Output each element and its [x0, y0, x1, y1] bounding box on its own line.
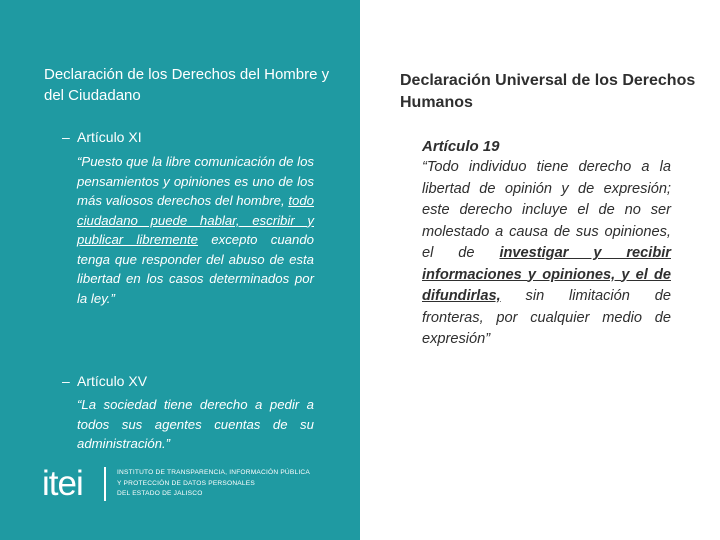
- bullet-dash: –: [62, 373, 70, 389]
- article-xi-text-part1: “Puesto que la libre comunicación de los pensamientos y opiniones es uno de los más valiosos derechos del hombre,: [77, 154, 314, 208]
- article-xv-text: “La sociedad tiene derecho a pedir a todos sus agentes cuentas de su administración.”: [77, 397, 314, 451]
- article-xi-heading: Artículo XI: [77, 129, 142, 145]
- bullet-dash: –: [62, 129, 70, 145]
- article-19-bold: derecho: [578, 159, 632, 175]
- article-19-text-part2: a la libertad de opinión y de expresión; este derecho incluye el de no ser molestado a causa de sus opiniones, el de: [422, 159, 671, 261]
- article-xi-text: [77, 152, 314, 308]
- itei-logo: [40, 464, 340, 504]
- right-panel: [360, 0, 720, 540]
- logo-institution-text: [117, 468, 337, 500]
- logo-line-1: INSTITUTO DE TRANSPARENCIA, INFORMACIÓN PÚBLICA: [117, 469, 310, 476]
- article-19-text-part1: “Todo individuo tiene: [422, 159, 579, 175]
- article-xi-text-part2: excepto cuando tenga que responder del abuso de esta libertad en los casos determinados por la ley.”: [77, 232, 314, 306]
- article-19-text: [422, 157, 671, 351]
- logo-divider: [104, 467, 106, 501]
- article-xv-heading: Artículo XV: [77, 373, 148, 389]
- left-title: Declaración de los Derechos del Hombre y del Ciudadano: [44, 66, 330, 104]
- logo-wordmark: itei: [42, 464, 83, 503]
- logo-line-3: DEL ESTADO DE JALISCO: [117, 490, 203, 497]
- article-19-heading: Artículo 19: [422, 138, 500, 155]
- article-19-text-part3: sin limitación de fronteras, por cualquier medio de expresión”: [422, 288, 671, 347]
- article-19-underlined: investigar y recibir informaciones y opiniones, y el de difundirlas,: [422, 245, 671, 304]
- article-xi-underlined: todo ciudadano puede hablar, escribir y publicar libremente: [77, 193, 314, 247]
- right-title: Declaración Universal de los Derechos Humanos: [400, 72, 696, 111]
- logo-line-2: Y PROTECCIÓN DE DATOS PERSONALES: [117, 479, 255, 487]
